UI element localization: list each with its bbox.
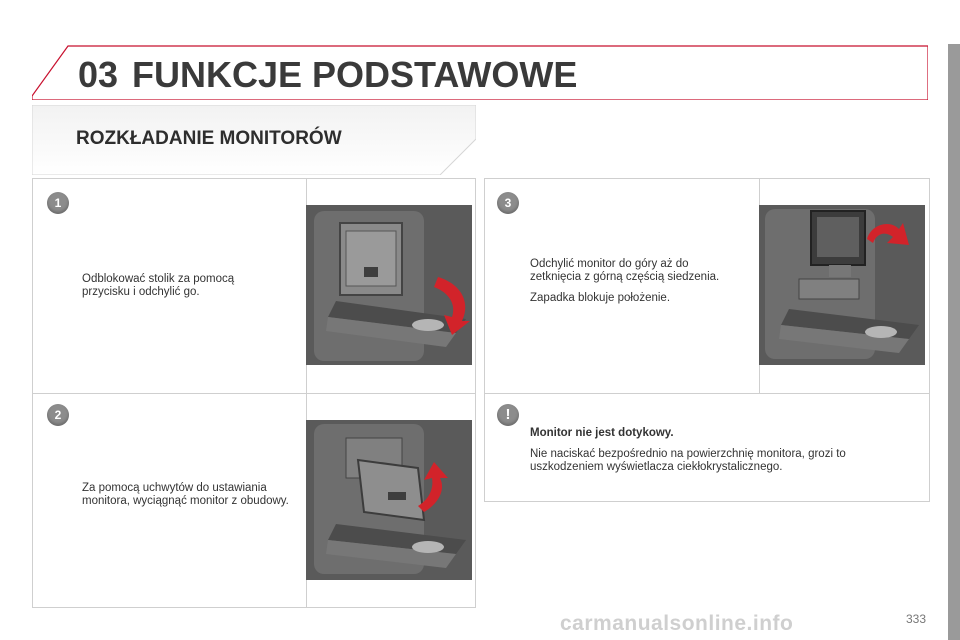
warning-text <box>530 427 910 482</box>
seat-table-unlock-illustration <box>306 205 472 365</box>
step-3-line: Odchylić monitor do góry aż do zetknięcia z górną częścią siedzenia. <box>530 258 720 283</box>
chapter-title: FUNKCJE PODSTAWOWE <box>132 54 578 95</box>
exclamation-icon: ! <box>497 404 519 426</box>
page-number: 333 <box>906 612 927 626</box>
step-1-line: Odblokować stolik za pomocą przycisku i odchylić go. <box>82 273 235 298</box>
watermark: carmanualsonline.info <box>560 612 794 635</box>
warning-heading: Monitor nie jest dotykowy. <box>530 427 674 439</box>
chapter-number: 03 <box>78 54 119 95</box>
step-badge-2: 2 <box>47 404 69 426</box>
monitor-pull-illustration <box>306 420 472 580</box>
side-tab-strip <box>948 44 960 640</box>
step-3-text <box>530 258 725 313</box>
step-badge-3: 3 <box>497 192 519 214</box>
monitor-tilt-illustration <box>759 205 925 365</box>
divider <box>32 393 476 394</box>
step-1-text <box>82 273 272 307</box>
step-badge-1: 1 <box>47 192 69 214</box>
step-2-line: Za pomocą uchwytów do ustawiania monitora, wyciągnąć monitor z obudowy. <box>82 482 289 507</box>
divider <box>484 393 930 394</box>
warning-body: Nie naciskać bezpośrednio na powierzchnię monitora, grozi to uszkodzeniem wyświetlacza ciekłokrystalicznego. <box>530 448 846 473</box>
step-3-line: Zapadka blokuje położenie. <box>530 292 671 304</box>
step-2-text <box>82 482 297 516</box>
section-title: ROZKŁADANIE MONITORÓW <box>76 128 342 149</box>
